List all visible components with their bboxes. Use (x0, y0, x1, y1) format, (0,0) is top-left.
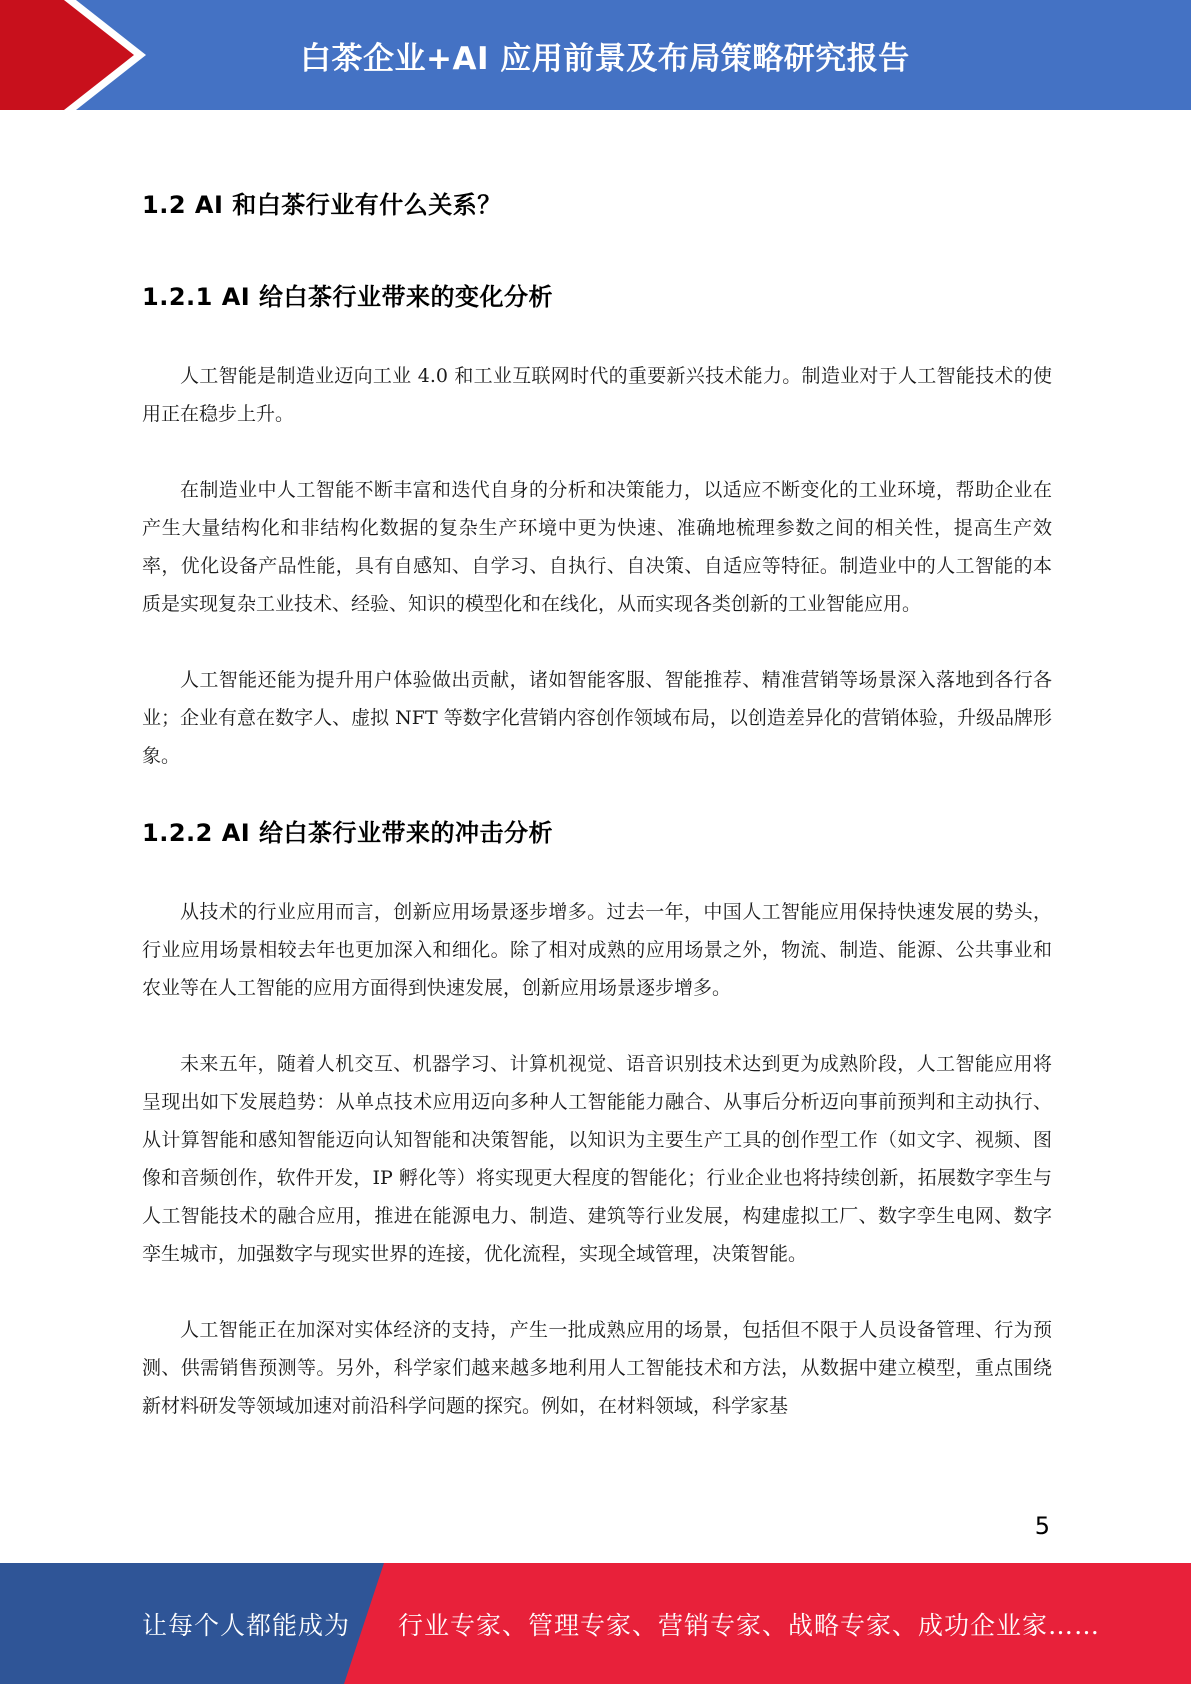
header-chevron-graphic (0, 0, 160, 110)
paragraph: 未来五年，随着人机交互、机器学习、计算机视觉、语音识别技术达到更为成熟阶段，人工智能应用将呈现出如下发展趋势：从单点技术应用迈向多种人工智能能力融合、从事后分析迈向事前预判和主动执行、从计算智能和感知智能迈向认知智能和决策智能，以知识为主要生产工具的创作型工作（如文字、视频、图像和音频创作，软件开发，IP 孵化等）将实现更大程度的智能化；行业企业也将持续创新，拓展数字孪生与人工智能技术的融合应用，推进在能源电力、制造、建筑等行业发展，构建虚拟工厂、数字孪生电网、数字孪生城市，加强数字与现实世界的连接，优化流程，实现全域管理，决策智能。 (142, 1053, 1052, 1265)
section-heading-1-2-2: 1.2.2 AI 给白茶行业带来的冲击分析 (142, 819, 554, 847)
page-footer (0, 1563, 1191, 1684)
section-heading-1-2-1: 1.2.1 AI 给白茶行业带来的变化分析 (142, 283, 554, 311)
report-title: 白茶企业+AI 应用前景及布局策略研究报告 (300, 40, 910, 77)
page-content (142, 170, 1052, 1425)
footer-slogan-right: 行业专家、管理专家、营销专家、战略专家、成功企业家…… (398, 1610, 1101, 1640)
page-header (0, 0, 1191, 110)
paragraph: 人工智能是制造业迈向工业 4.0 和工业互联网时代的重要新兴技术能力。制造业对于人工智能技术的使用正在稳步上升。 (142, 365, 1052, 425)
paragraph: 人工智能正在加深对实体经济的支持，产生一批成熟应用的场景，包括但不限于人员设备管理、行为预测、供需销售预测等。另外，科学家们越来越多地利用人工智能技术和方法，从数据中建立模型，重点围绕新材料研发等领域加速对前沿科学问题的探究。例如，在材料领域，科学家基 (142, 1319, 1052, 1417)
page-number: 5 (1034, 1512, 1050, 1540)
footer-slogan-left: 让每个人都能成为 (142, 1610, 351, 1640)
paragraph: 人工智能还能为提升用户体验做出贡献，诸如智能客服、智能推荐、精准营销等场景深入落地到各行各业；企业有意在数字人、虚拟 NFT 等数字化营销内容创作领域布局，以创造差异化的营销体验，升级品牌形象。 (142, 669, 1052, 767)
section-heading-1-2: 1.2 AI 和白茶行业有什么关系？ (142, 191, 502, 219)
paragraph: 从技术的行业应用而言，创新应用场景逐步增多。过去一年，中国人工智能应用保持快速发展的势头，行业应用场景相较去年也更加深入和细化。除了相对成熟的应用场景之外，物流、制造、能源、公共事业和农业等在人工智能的应用方面得到快速发展，创新应用场景逐步增多。 (142, 901, 1052, 999)
paragraph: 在制造业中人工智能不断丰富和迭代自身的分析和决策能力，以适应不断变化的工业环境，帮助企业在产生大量结构化和非结构化数据的复杂生产环境中更为快速、准确地梳理参数之间的相关性，提高生产效率，优化设备产品性能，具有自感知、自学习、自执行、自决策、自适应等特征。制造业中的人工智能的本质是实现复杂工业技术、经验、知识的模型化和在线化，从而实现各类创新的工业智能应用。 (142, 479, 1052, 615)
